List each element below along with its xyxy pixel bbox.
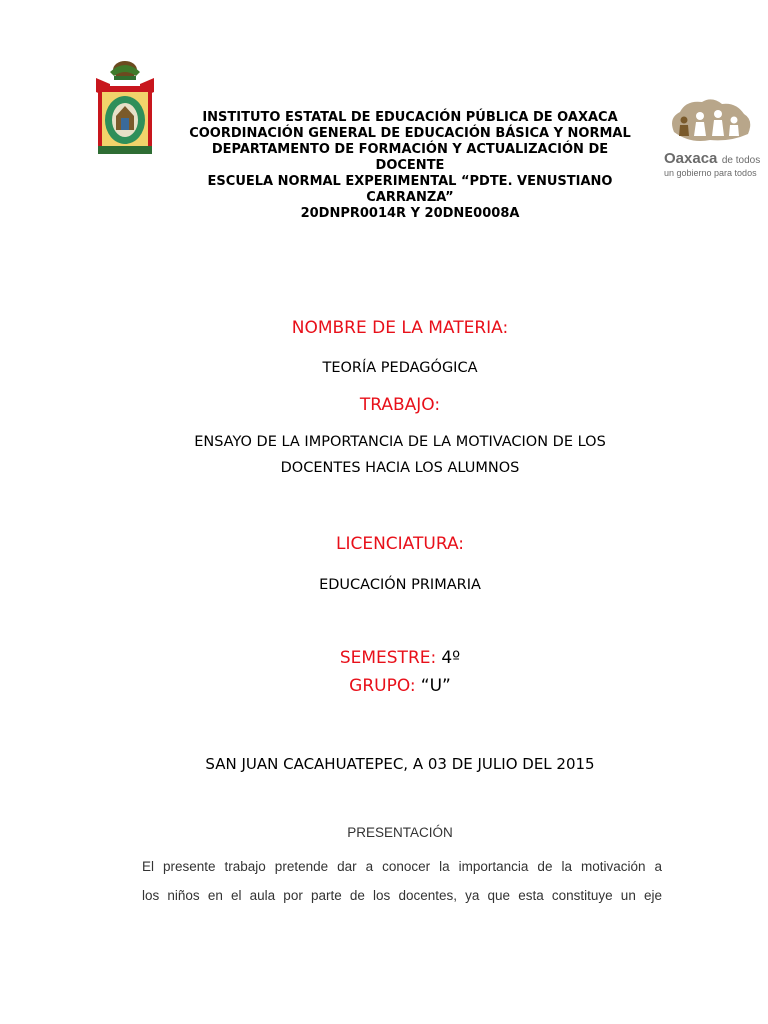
- paragraph-line: los niños en el aula por parte de los docentes, ya que esta constituye un eje: [142, 888, 662, 903]
- trabajo-title-line: DOCENTES HACIA LOS ALUMNOS: [280, 460, 520, 476]
- grupo-label: GRUPO:: [349, 676, 416, 696]
- logo-brand: Oaxaca: [664, 150, 718, 167]
- header-line: DOCENTE: [375, 158, 445, 173]
- place-date: SAN JUAN CACAHUATEPEC, A 03 DE JULIO DEL 2015: [205, 755, 595, 773]
- presentacion-title: PRESENTACIÓN: [347, 825, 453, 840]
- header-line: CARRANZA”: [366, 190, 454, 205]
- logo-brand-suffix: de todos: [721, 155, 761, 166]
- oaxaca-map-figures-icon: [660, 92, 768, 150]
- header-line: DEPARTAMENTO DE FORMACIÓN Y ACTUALIZACIÓN DE: [211, 142, 609, 157]
- header-line: INSTITUTO ESTATAL DE EDUCACIÓN PÚBLICA DE OAXACA: [202, 110, 618, 125]
- grupo-value: “U”: [420, 676, 451, 696]
- oaxaca-de-todos-logo: [660, 92, 768, 182]
- materia-label: NOMBRE DE LA MATERIA:: [291, 318, 509, 338]
- header-line: 20DNPR0014R Y 20DNE0008A: [300, 206, 520, 221]
- trabajo-title-line: ENSAYO DE LA IMPORTANCIA DE LA MOTIVACION DE LOS: [194, 434, 606, 450]
- materia-value: TEORÍA PEDAGÓGICA: [322, 360, 478, 376]
- semestre-label: SEMESTRE:: [339, 648, 437, 668]
- oaxaca-coat-of-arms-icon: [92, 58, 158, 156]
- institution-header: [160, 110, 660, 222]
- licenciatura-value: EDUCACIÓN PRIMARIA: [319, 577, 481, 593]
- header-line: COORDINACIÓN GENERAL DE EDUCACIÓN BÁSICA Y NORMAL: [189, 126, 631, 141]
- semestre-value: 4º: [441, 648, 461, 668]
- paragraph-line: El presente trabajo pretende dar a conocer la importancia de la motivación a: [142, 859, 662, 874]
- trabajo-label: TRABAJO:: [359, 395, 441, 415]
- presentacion-paragraph: [142, 852, 662, 910]
- logo-tagline: un gobierno para todos: [664, 168, 757, 178]
- header-line: ESCUELA NORMAL EXPERIMENTAL “PDTE. VENUSTIANO: [207, 174, 613, 189]
- licenciatura-label: LICENCIATURA:: [335, 534, 464, 554]
